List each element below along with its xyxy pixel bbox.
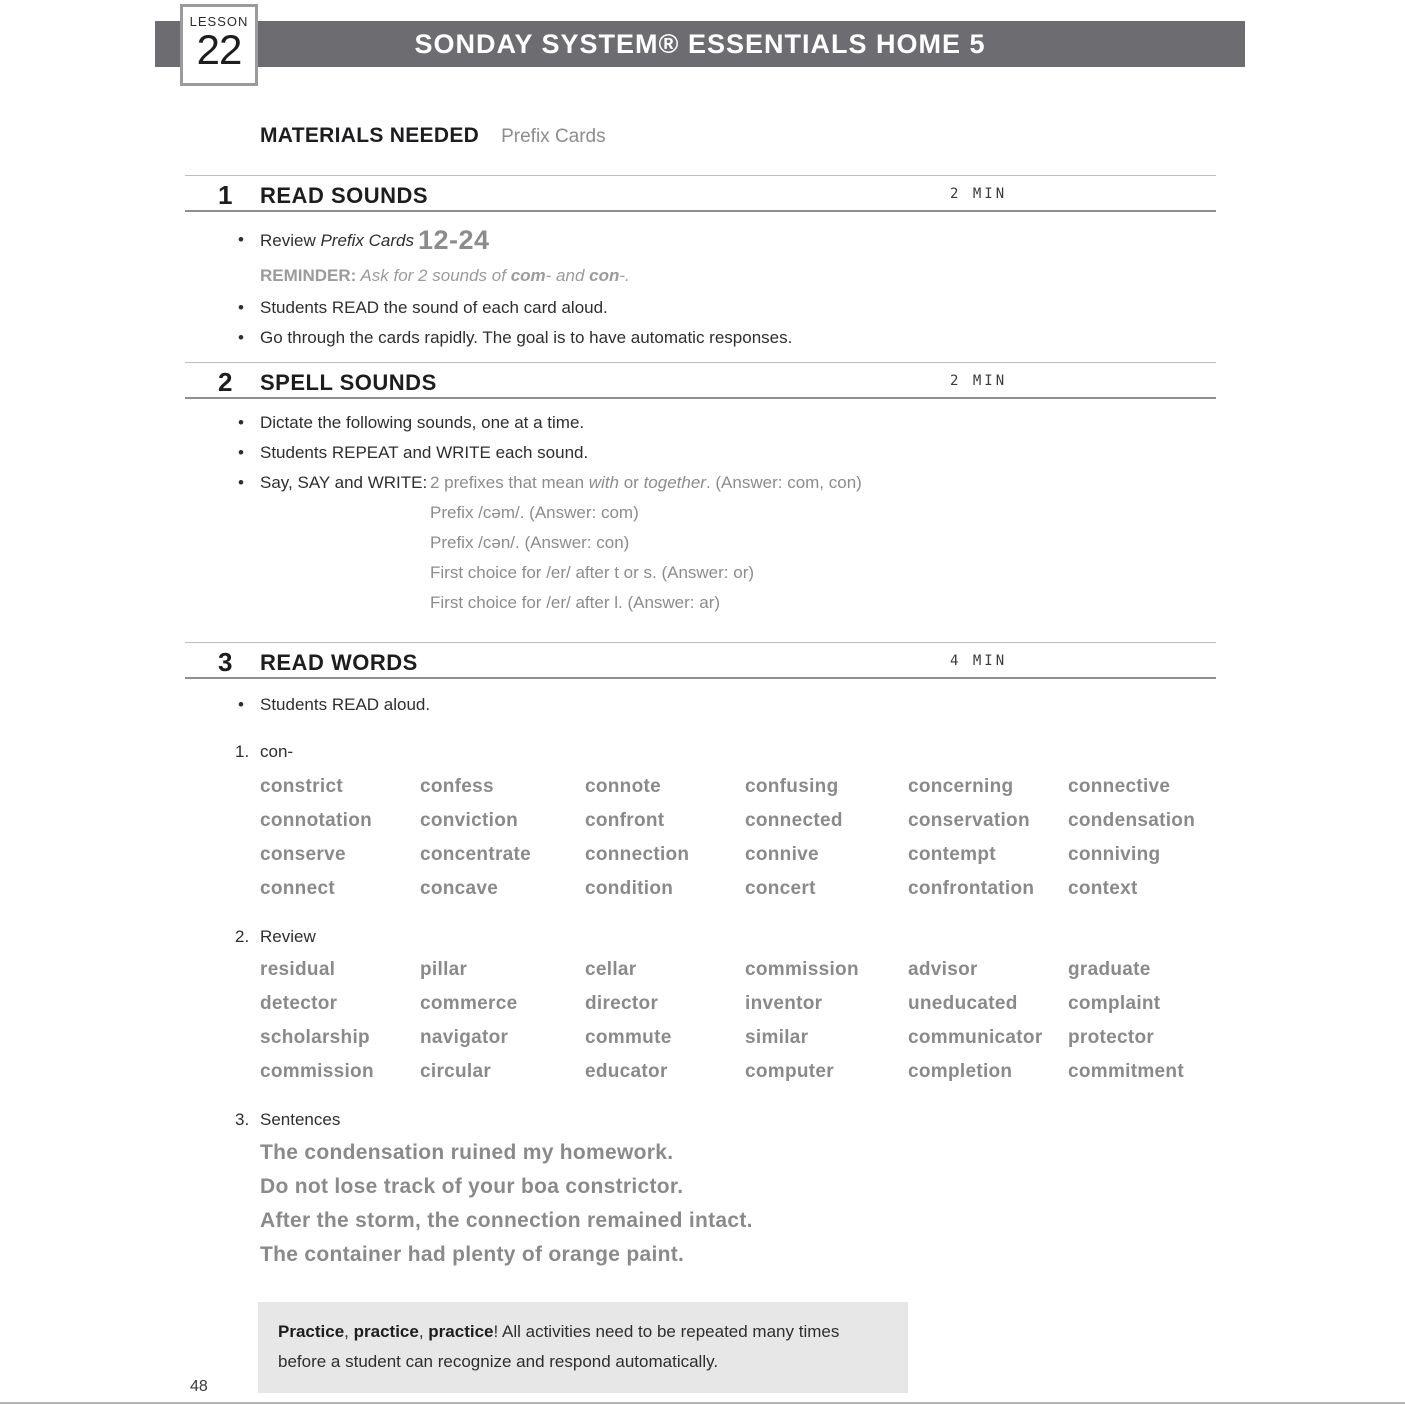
lesson-label: LESSON: [189, 14, 249, 29]
sentence-line: After the storm, the connection remained intact.: [260, 1209, 753, 1232]
section-2-title: SPELL SOUNDS: [260, 370, 437, 395]
word-item: pillar: [420, 959, 468, 980]
word-item: protector: [1068, 1027, 1155, 1048]
practice-rest-text: ! All activities need to be repeated many times before a student can recognize and respond automatically.: [278, 1322, 840, 1371]
word-item: conniving: [1068, 844, 1161, 865]
word-item: confront: [585, 810, 665, 831]
word-item: complaint: [1068, 993, 1161, 1014]
bullet-review-prefix-cards: [185, 218, 1216, 263]
word-item: confrontation: [908, 878, 1035, 899]
word-item: connect: [260, 878, 335, 899]
header-bar: [155, 21, 1245, 67]
word-item: uneducated: [908, 993, 1018, 1014]
word-item: commission: [745, 959, 859, 980]
practice-bold-3: practice: [428, 1322, 494, 1341]
word-list-2-wrap: [185, 953, 1216, 1089]
prompt-line-1: [430, 468, 862, 498]
prompt-text-1: 2 prefixes that mean: [430, 473, 589, 492]
word-list-review: [260, 953, 1216, 1089]
prompt-text-2: or: [619, 473, 644, 492]
word-item: detector: [260, 993, 338, 1014]
word-item: communicator: [908, 1027, 1043, 1048]
lesson-badge: [180, 4, 258, 86]
word-item: concave: [420, 878, 499, 899]
word-item: commitment: [1068, 1061, 1184, 1082]
materials-label: MATERIALS NEEDED: [260, 124, 480, 147]
section-1-title: READ SOUNDS: [260, 183, 429, 208]
word-item: circular: [420, 1061, 492, 1082]
bullet-students-read: • Students READ the sound of each card aloud.: [185, 293, 1216, 323]
dictation-lines: [185, 498, 1216, 618]
practice-sep-1: ,: [344, 1322, 354, 1341]
word-item: confusing: [745, 776, 839, 797]
bullet-dictate-sounds: • Dictate the following sounds, one at a time.: [185, 408, 1216, 438]
word-item: context: [1068, 878, 1138, 899]
word-item: confess: [420, 776, 494, 797]
word-item: advisor: [908, 959, 978, 980]
word-item: commerce: [420, 993, 518, 1014]
word-item: connected: [745, 810, 843, 831]
word-item: educator: [585, 1061, 668, 1082]
bullet-students-read-aloud-wrap: [185, 690, 1216, 720]
section-2-header: [185, 362, 1216, 399]
reminder-text-3: -.: [619, 266, 630, 285]
prompt-text-3: . (Answer: com, con): [705, 473, 862, 492]
dictation-line: First choice for /er/ after t or s. (Answer: or): [430, 563, 755, 582]
section-1-content: [185, 218, 1216, 353]
word-list-1-wrap: [185, 770, 1216, 906]
word-item: connote: [585, 776, 661, 797]
reminder-com: com: [510, 266, 546, 285]
list-1-number: 1.: [235, 742, 250, 761]
word-item: navigator: [420, 1027, 509, 1048]
section-1-duration: 2 MIN: [950, 186, 1008, 202]
word-item: director: [585, 993, 659, 1014]
prefix-cards-italic: Prefix Cards: [320, 231, 414, 250]
word-item: contempt: [908, 844, 996, 865]
word-item: concert: [745, 878, 816, 899]
word-item: commission: [260, 1061, 374, 1082]
section-3-title: READ WORDS: [260, 650, 418, 675]
reminder-con: con: [589, 266, 620, 285]
section-3-duration: 4 MIN: [950, 653, 1008, 669]
reminder-text-2: - and: [545, 266, 590, 285]
word-item: conserve: [260, 844, 346, 865]
word-item: residual: [260, 959, 336, 980]
list-2-label: Review: [260, 927, 316, 946]
sentence-list: [260, 1136, 1216, 1272]
say-say-write-label: Say, SAY and WRITE:: [260, 473, 428, 492]
word-item: graduate: [1068, 959, 1151, 980]
lesson-number: 22: [196, 26, 242, 73]
list-1-label: con-: [260, 742, 294, 761]
dictation-line: First choice for /er/ after l. (Answer: ar): [430, 593, 721, 612]
word-item: connotation: [260, 810, 373, 831]
word-item: inventor: [745, 993, 823, 1014]
word-item: constrict: [260, 776, 343, 797]
reminder-text-1: Ask for 2 sounds of: [356, 266, 511, 285]
dictation-line: Prefix /cəm/. (Answer: com): [430, 503, 639, 522]
page-title: SONDAY SYSTEM® ESSENTIALS HOME 5: [414, 28, 986, 59]
word-list-con: [260, 770, 1216, 906]
section-1-header: [185, 175, 1216, 212]
practice-bold-1: Practice: [278, 1322, 345, 1341]
bullet-go-through-cards: • Go through the cards rapidly. The goal is to have automatic responses.: [185, 323, 1216, 353]
dictation-line: Prefix /cən/. (Answer: con): [430, 533, 630, 552]
list-3-number: 3.: [235, 1110, 250, 1129]
word-item: scholarship: [260, 1027, 370, 1048]
materials-needed-row: [260, 124, 606, 148]
page-bottom-rule: [0, 1402, 1405, 1404]
list-3-label: Sentences: [260, 1110, 341, 1129]
page-number: 48: [190, 1378, 208, 1395]
bullet-say-say-write: [185, 468, 1216, 498]
materials-value: Prefix Cards: [501, 126, 606, 147]
reminder-label: REMINDER:: [260, 266, 357, 285]
sentence-line: Do not lose track of your boa constrictor.: [260, 1175, 684, 1198]
word-item: condition: [585, 878, 674, 899]
word-item: conservation: [908, 810, 1030, 831]
prompt-together: together: [643, 473, 706, 492]
word-item: similar: [745, 1027, 809, 1048]
sentence-line: The condensation ruined my homework.: [260, 1141, 674, 1164]
word-item: concerning: [908, 776, 1014, 797]
bullet-repeat-write: • Students REPEAT and WRITE each sound.: [185, 438, 1216, 468]
section-3-number: 3: [218, 647, 233, 677]
word-item: conviction: [420, 810, 519, 831]
section-3-header: [185, 642, 1216, 679]
prompt-with: with: [588, 473, 619, 492]
reminder-line: [185, 261, 1216, 291]
word-item: connive: [745, 844, 819, 865]
practice-sep-2: ,: [418, 1322, 429, 1341]
word-item: commute: [585, 1027, 672, 1048]
bullet-students-read-aloud: • Students READ aloud.: [185, 690, 1216, 720]
list-2-number: 2.: [235, 927, 250, 946]
sentences-wrap: [185, 1136, 1216, 1272]
word-item: connective: [1068, 776, 1171, 797]
review-text: Review: [260, 231, 321, 250]
word-item: concentrate: [420, 844, 532, 865]
practice-note-box: [258, 1302, 908, 1393]
card-range: 12-24: [418, 225, 490, 255]
section-2-content: [185, 408, 1216, 618]
word-item: completion: [908, 1061, 1013, 1082]
practice-bold-2: practice: [353, 1322, 419, 1341]
section-2-number: 2: [218, 367, 233, 397]
sentence-line: The container had plenty of orange paint.: [260, 1243, 685, 1266]
word-item: connection: [585, 844, 690, 865]
word-item: condensation: [1068, 810, 1196, 831]
word-item: cellar: [585, 959, 637, 980]
word-item: computer: [745, 1061, 834, 1082]
section-2-duration: 2 MIN: [950, 373, 1008, 389]
section-1-number: 1: [218, 180, 233, 210]
